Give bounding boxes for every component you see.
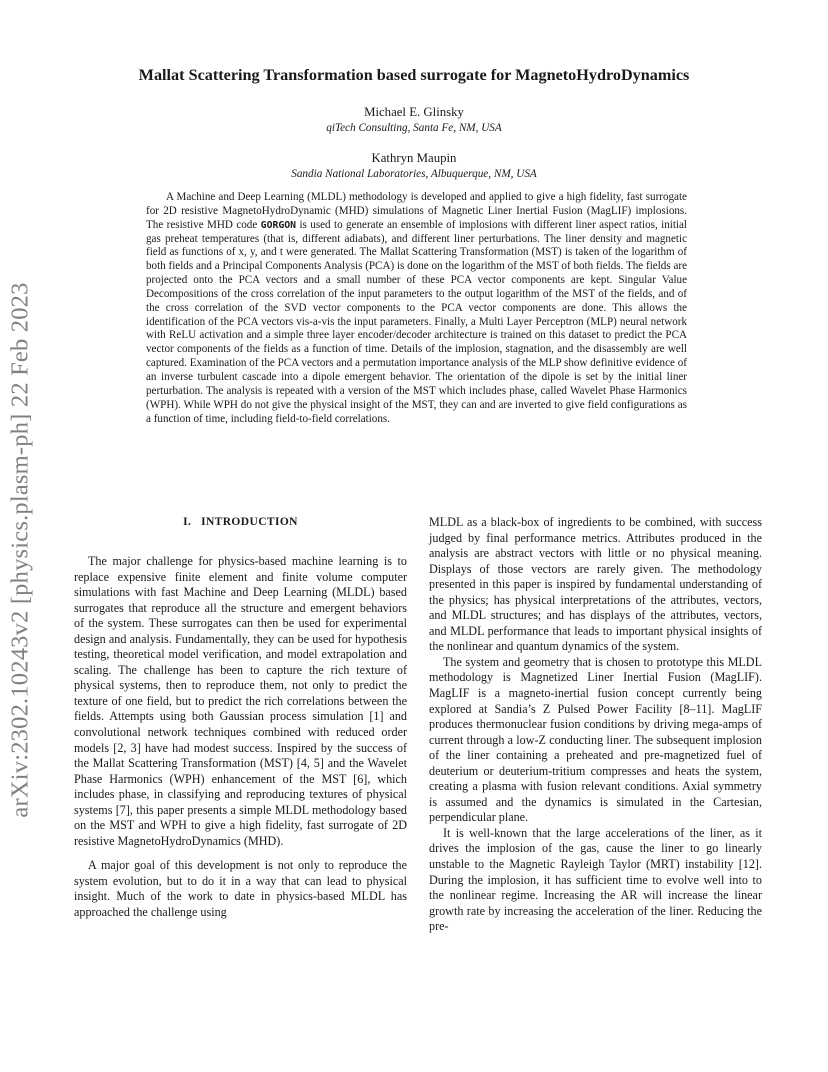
author-affiliation: Sandia National Laboratories, Albuquerque, NM, USA (291, 168, 537, 180)
left-column (74, 515, 407, 921)
section-title: INTRODUCTION (201, 516, 298, 528)
abstract-code-name: GORGON (260, 219, 297, 231)
author-affiliation: qiTech Consulting, Santa Fe, NM, USA (326, 122, 502, 134)
paragraph: A major goal of this development is not only to reproduce the system evolution, but to do it in a way that can lead to physical insight. Much of the work to date in physics-based MLDL has approached the challenge using (74, 858, 407, 920)
abstract-text-start: A Machine and Deep Learning (MLDL) methodology is developed and applied to give a high fidelity, fast surrogate for 2D resistive MagnetoHydroDynamic (MHD) simulations of Magnetic Liner Inertial Fusion (MagLIF) implosions. The resistive MHD code (146, 191, 687, 231)
arxiv-identifier-text: arXiv:2302.10243v2 [physics.plasm-ph] 22 Feb 2023 (7, 282, 35, 818)
author-name: Michael E. Glinsky (364, 105, 464, 119)
paragraph: The system and geometry that is chosen to prototype this MLDL methodology is Magnetized Liner Inertial Fusion (MagLIF). MagLIF is a magneto-inertial fusion concept currently being explored at Sandia’s Z Pulsed Power Facility [8–11]. MagLIF produces thermonuclear fusion conditions by driving mega-amps of current through a low-Z conducting liner. The subsequent implosion of the liner containing a preheated and pre-magnetized fuel of deuterium or deuterium-tritium compresses and heats the system, creating a plasma with fusion relevant conditions. Axial symmetry is assumed and the dynamics is simulated in the Cartesian, perpendicular plane. (429, 654, 762, 825)
author-2 (60, 150, 768, 182)
section-heading (74, 515, 407, 530)
paragraph: The major challenge for physics-based machine learning is to replace expensive finite element and finite volume computer simulations with fast Machine and Deep Learning (MLDL) based surrogates that reproduce all the structure and emergent behaviors of the system. These surrogates can then be used for experimental design and analysis. Fundamentally, they can be used for hypothesis testing, theoretical model verification, and model extrapolation and scaling. The challenge has been to capture the rich texture of physical systems, then to reproduce them, not only to predict the texture of one field, but to predict the rich correlations between the fields. Attempts using both Gaussian process simulation [1] and convolutional network techniques combined with reduced order models [2, 3] have had modest success. Inspired by the success of the Mallat Scattering Transformation (MST) [4, 5] and the Wavelet Phase Harmonics (WPH) enhancement of the MST [6], which includes phase, in classifying and reproducing textures of physical systems [7], this paper presents a simple MLDL methodology based on the MST and WPH to give a high fidelity, fast surrogate of 2D resistive MagnetoHydroDynamics (MHD). (74, 554, 407, 848)
right-column (429, 515, 762, 935)
author-1 (60, 104, 768, 136)
arxiv-identifier-stamp (2, 240, 40, 860)
paper-title: Mallat Scattering Transformation based surrogate for MagnetoHydroDynamics (138, 66, 690, 84)
author-name: Kathryn Maupin (371, 151, 457, 165)
paragraph: MLDL as a black-box of ingredients to be combined, with success judged by final performance metrics. Attributes produced in the analysis are abstract vectors with little or no physical meaning. Displays of those vectors are rarely given. The methodology presented in this paper is inspired by fundamental understanding of the physics; has physical interpretations of the attributes, vectors, and MLDL structures; and has displays of the attributes, vectors, and MLDL performance that leads to important physical insights of the nonlinear and quantum dynamics of the system. (429, 515, 762, 654)
paragraph: It is well-known that the large accelerations of the liner, as it drives the implosion of the gas, cause the liner to go linearly unstable to the Magnetic Rayleigh Taylor (MRT) instability [12]. During the implosion, it has sufficient time to evolve well into to the nonlinear regime. Increasing the AR will increase the linear growth rate by increasing the acceleration of the liner. Reducing the pre- (429, 825, 762, 934)
abstract (146, 191, 687, 426)
section-number: I. (183, 516, 192, 528)
abstract-text-end: is used to generate an ensemble of implosions with different liner aspect ratios, initial gas preheat temperatures (that is, different adiabats), and different liner perturbations. The liner density and magnetic field as functions of x, y, and t were generated. The Mallat Scattering Transformation (MST) is taken of the logarithm of both fields and a Principal Components Analysis (PCA) is done on the logarithm of the MST of both fields. The fields are projected onto the PCA vectors and a small number of these PCA vector components are kept. Singular Value Decompositions of the cross correlation of the input parameters to the output logarithm of the MST of the fields, and of the cross correlation of the SVD vector components to the PCA vector components are done. This allows the identification of the PCA vectors vis-a-vis the input parameters. Finally, a Multi Layer Perceptron (MLP) neural network with ReLU activation and a simple three layer encoder/decoder architecture is trained on this dataset to predict the PCA vector components of the fields as a function of time. Details of the implosion, stagnation, and the disassembly are well captured. Examination of the PCA vectors and a permutation importance analysis of the MLP show definitive evidence of an inverse turbulent cascade into a dipole emergent behavior. The orientation of the dipole is set by the initial liner perturbation. The analysis is repeated with a version of the MST which includes phase, called Wavelet Phase Harmonics (WPH). While WPH do not give the physical insight of the MST, they can and are inverted to give field configurations as a function of time, including field-to-field correlations. (146, 218, 688, 425)
